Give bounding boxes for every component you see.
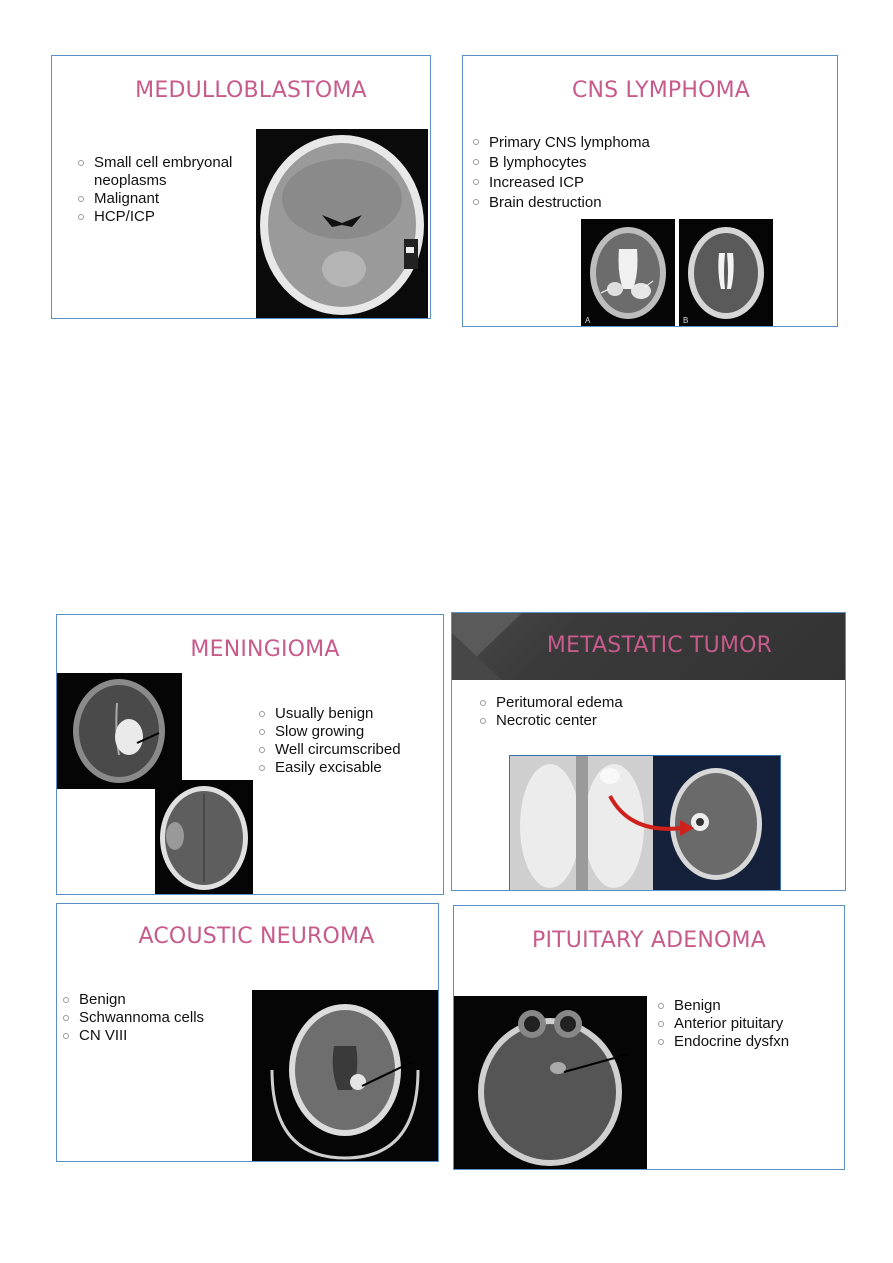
list-item: Slow growing	[257, 723, 437, 741]
slide-medulloblastoma	[51, 55, 431, 319]
brain-mri-illustration	[679, 219, 773, 327]
list-item: Necrotic center	[478, 712, 778, 730]
metastasis-illustration	[510, 756, 780, 891]
slide-title: ACOUSTIC NEUROMA	[138, 924, 375, 949]
bullet-list	[257, 705, 437, 777]
chest-xray-brain-ct-image	[509, 755, 781, 891]
list-item: Usually benign	[257, 705, 437, 723]
list-item: CN VIII	[61, 1027, 251, 1045]
mri-image	[57, 673, 182, 789]
slide-title: MENINGIOMA	[190, 637, 340, 662]
image-label: A	[585, 316, 591, 325]
list-item: B lymphocytes	[471, 153, 771, 173]
list-item: Endocrine dysfxn	[656, 1033, 845, 1051]
ct-scan-image	[252, 990, 438, 1162]
brain-mri-illustration	[581, 219, 675, 327]
list-item: Easily excisable	[257, 759, 437, 777]
list-item: Well circumscribed	[257, 741, 437, 759]
brain-ct-illustration	[252, 990, 438, 1162]
mri-image-a	[581, 219, 675, 327]
slide-meningioma	[56, 614, 444, 895]
list-item: Small cell embryonal neoplasms	[76, 154, 256, 190]
slide-acoustic-neuroma	[56, 903, 439, 1162]
bullet-list	[478, 694, 778, 730]
slide-cns-lymphoma	[462, 55, 838, 327]
brain-ct-illustration	[454, 996, 647, 1170]
slide-title: CNS LYMPHOMA	[571, 78, 751, 103]
list-item: HCP/ICP	[76, 208, 256, 226]
slide-metastatic-tumor	[451, 612, 846, 891]
brain-ct-illustration	[155, 780, 253, 895]
bullet-list	[656, 997, 845, 1051]
slide-pituitary-adenoma	[453, 905, 845, 1170]
list-item: Anterior pituitary	[656, 1015, 845, 1033]
mri-image-b	[679, 219, 773, 327]
brain-mri-illustration	[57, 673, 182, 789]
list-item: Malignant	[76, 190, 256, 208]
list-item: Benign	[656, 997, 845, 1015]
list-item: Primary CNS lymphoma	[471, 133, 771, 153]
image-label: B	[683, 316, 689, 325]
slide-title: METASTATIC TUMOR	[546, 633, 773, 658]
list-item: Brain destruction	[471, 193, 771, 213]
bullet-list	[471, 133, 771, 213]
bullet-list	[76, 154, 256, 226]
slide-title: MEDULLOBLASTOMA	[135, 78, 367, 103]
list-item: Peritumoral edema	[478, 694, 778, 712]
list-item: Schwannoma cells	[61, 1009, 251, 1027]
bullet-list	[61, 991, 251, 1045]
brain-ct-illustration	[256, 129, 428, 319]
list-item: Increased ICP	[471, 173, 771, 193]
list-item: Benign	[61, 991, 251, 1009]
slide-title: PITUITARY ADENOMA	[532, 928, 766, 953]
ct-scan-image	[454, 996, 647, 1170]
ct-scan-image	[155, 780, 253, 895]
ct-scan-image	[256, 129, 428, 319]
